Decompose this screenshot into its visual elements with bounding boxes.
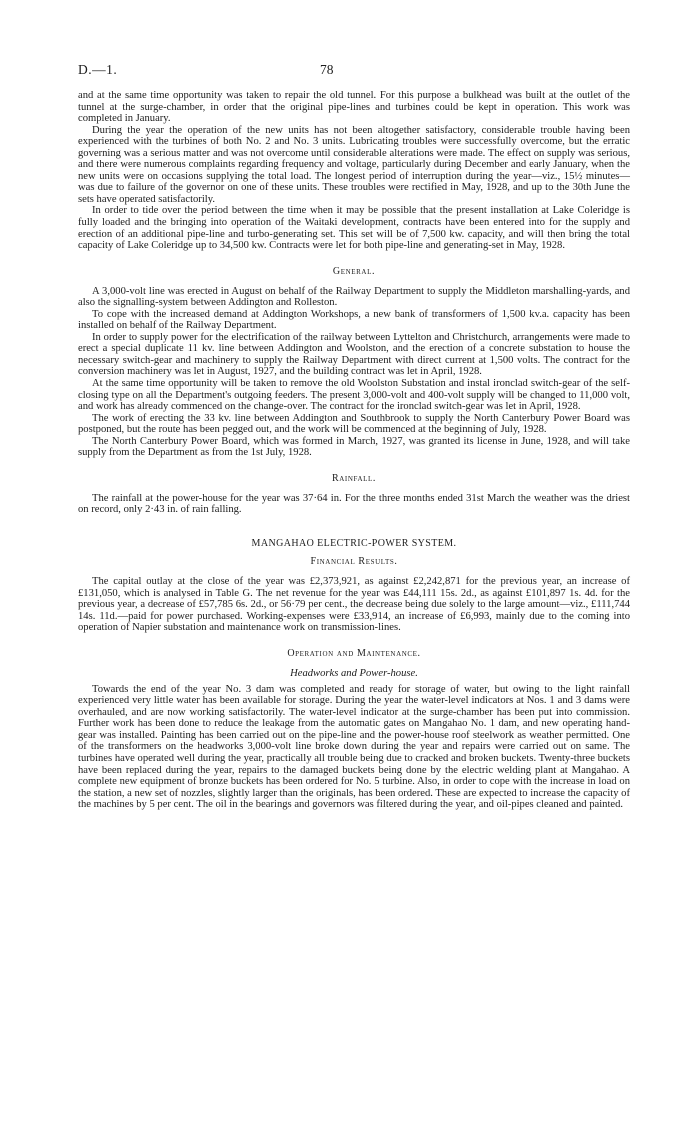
- section-heading-general: General.: [332, 265, 376, 277]
- paragraph: During the year the operation of the new units has not been altogether satisfactory, considerable trouble having been experienced with the turbines of both No. 2 and No. 3 units. Lubricating troubles were successfully overcome, but the erratic governing was a serious matter and was not overcome until considerable alterations were made. The effect on supply was serious, and there were numerous complaints regarding frequency and voltage, particularly during December and early January, when the new units were on occasions supplying the total load. The longest period of interruption during the year—viz., 15½ minutes—was due to failure of the governor on one of these units. These troubles were rectified in May, 1928, and up to the 30th June the sets have operated satisfactorily.: [78, 124, 630, 205]
- paragraph: At the same time opportunity will be taken to remove the old Woolston Substation and instal ironclad switch-gear of the self-closing type on all the Department's outgoing feeders. The present 3,000-volt and 400-volt supply will be changed to 11,000 volt, and work has already commenced on the change-over. The contract for the ironclad switch-gear was let in April, 1928.: [78, 378, 630, 413]
- general-section: [78, 266, 630, 459]
- paragraph: A 3,000-volt line was erected in August on behalf of the Railway Department to supply the Middleton marshalling-yards, and also the signalling-system between Addington and Rolleston.: [78, 285, 630, 309]
- rainfall-section: [78, 473, 630, 516]
- mangahao-section: [78, 538, 630, 811]
- page-number: 78: [320, 62, 334, 77]
- document-reference: D.—1.: [78, 62, 118, 77]
- document-page: [78, 62, 630, 811]
- intro-section: [78, 90, 630, 252]
- paragraph: In order to tide over the period between the time when it may be possible that the present installation at Lake Coleridge is fully loaded and the bringing into operation of the Waitaki development, contracts have been entered into for the supply and erection of an additional pipe-line and turbo-generating set. This set will be of 7,500 kw. capacity, and will then bring the total capacity of Lake Coleridge up to 34,500 kw. Contracts were let for both pipe-line and generating-set in May, 1928.: [78, 205, 630, 252]
- paragraph: and at the same time opportunity was taken to repair the old tunnel. For this purpose a bulkhead was built at the outlet of the tunnel at the surge-chamber, in order that the original pipe-lines and turbines could be kept in operation. This work was completed in January.: [78, 90, 630, 125]
- running-header: [78, 62, 630, 84]
- paragraph: To cope with the increased demand at Addington Workshops, a new bank of transformers of 1,500 kv.a. capacity has been installed on behalf of the Railway Department.: [78, 308, 630, 332]
- system-title: MANGAHAO ELECTRIC-POWER SYSTEM.: [251, 537, 457, 549]
- paragraph: Towards the end of the year No. 3 dam was completed and ready for storage of water, but owing to the light rainfall experienced very little water has been available for storage. During the year the water-level indicators at Nos. 1 and 3 dams were overhauled, and are now working satisfactorily. The water-level indicator at the surge-chamber has been put into commission. Further work has been done to reduce the leakage from the automatic gates on Mangahao No. 1 dam, and new operating hand-gear was installed. Painting has been carried out on the pipe-line and the power-house roof steelwork as weather permitted. One of the transformers on the headworks 3,000-volt line broke down during the year and repairs were carried out on same. The turbines have operated well during the year, practically all trouble being due to cracked and broken buckets. Twenty-three buckets have been replaced during the year, repairs to the damaged buckets being done by the electric welding plant at Mangahao. A complete new equipment of bronze buckets has been ordered for No. 5 turbine. Also, in order to cope with the increase in load on the station, a new set of nozzles, slightly larger than the originals, has been ordered. These are expected to increase the capacity of the machines by 5 per cent. The oil in the bearings and governors was filtered during the year, and oil-pipes cleaned and painted.: [78, 683, 630, 811]
- paragraph: The North Canterbury Power Board, which was formed in March, 1927, was granted its license in June, 1928, and will take supply from the Department as from the 1st July, 1928.: [78, 435, 630, 459]
- section-heading-rainfall: Rainfall.: [332, 472, 376, 484]
- paragraph: The rainfall at the power-house for the year was 37·64 in. For the three months ended 31st March the weather was the driest on record, only 2·43 in. of rain falling.: [78, 492, 630, 516]
- subheading-headworks: Headworks and Power-house.: [290, 667, 418, 679]
- paragraph: The capital outlay at the close of the year was £2,373,921, as against £2,242,871 for the previous year, an increase of £131,050, which is analysed in Table G. The net revenue for the year was £44,111 15s. 2d., as against £101,897 1s. 4d. for the previous year, a decrease of £57,785 6s. 2d., or 56·79 per cent., the decrease being due solely to the large amount—viz., £111,744 14s. 11d.—paid for power purchased. Working-expenses were £33,914, an increase of £6,993, mainly due to the coming into operation of Napier substation and maintenance work on transmission-lines.: [78, 575, 630, 634]
- section-heading-operation-maintenance: Operation and Maintenance.: [287, 647, 421, 659]
- section-heading-financial-results: Financial Results.: [310, 555, 398, 567]
- paragraph: In order to supply power for the electrification of the railway between Lyttelton and Christchurch, arrangements were made to erect a special duplicate 11 kv. line between Addington and Woolston, and the erection of a concrete substation to house the necessary switch-gear and machinery to supply the Railway Department with direct current at 1,500 volts. The contract for the conversion machinery was let in August, 1927, and the building contract was let in April, 1928.: [78, 331, 630, 378]
- paragraph: The work of erecting the 33 kv. line between Addington and Southbrook to supply the North Canterbury Power Board was postponed, but the route has been pegged out, and the work will be commenced at the beginning of July, 1928.: [78, 412, 630, 436]
